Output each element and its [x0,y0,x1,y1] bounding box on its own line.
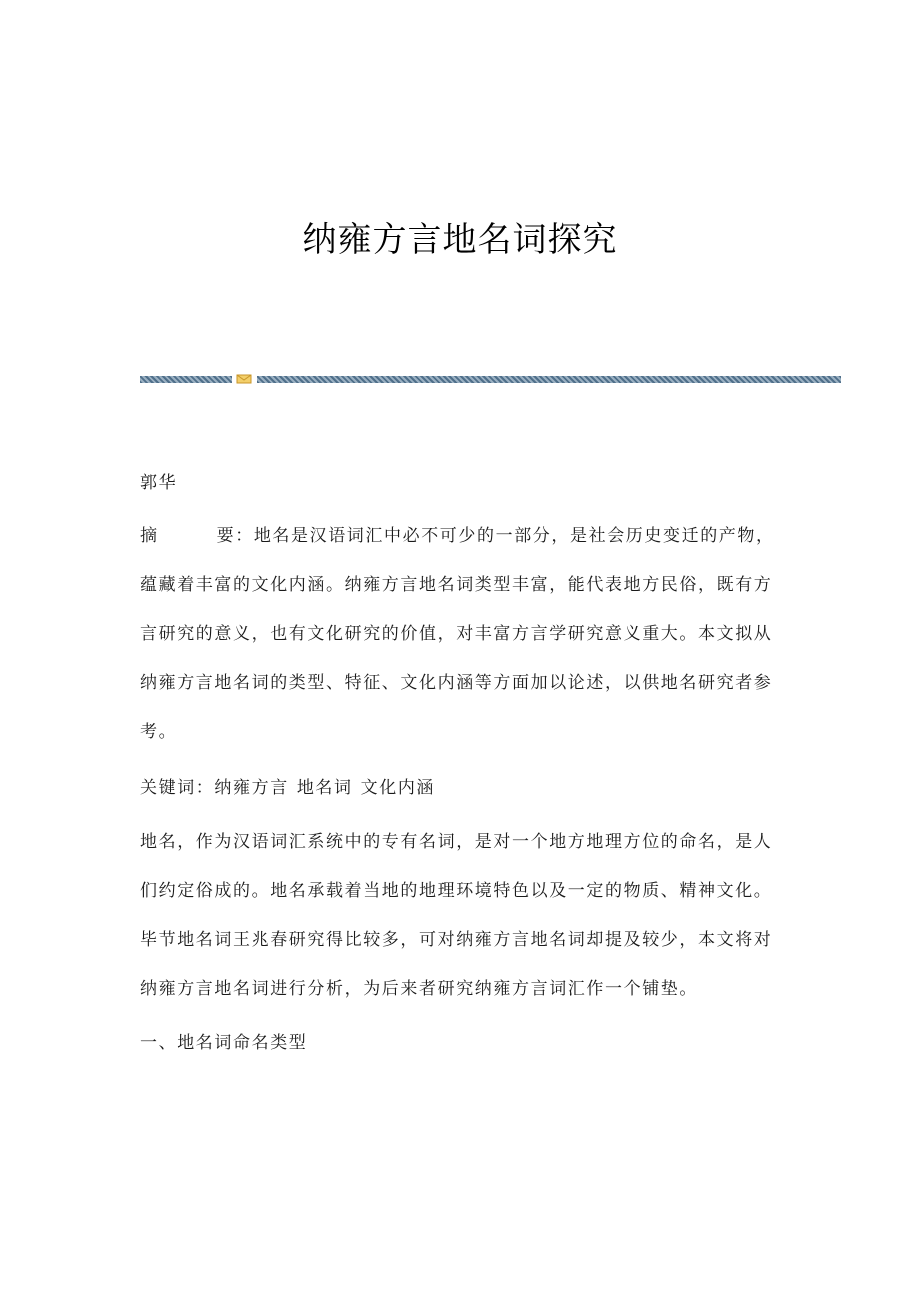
keyword-item: 地名词 [296,778,353,798]
page-title: 纳雍方言地名词探究 [302,220,618,260]
section-heading: 一、地名词命名类型 [140,1033,308,1053]
keyword-item: 纳雍方言 [214,778,289,798]
abstract-label-left: 摘 [140,526,159,546]
intro-paragraph: 地名，作为汉语词汇系统中的专有名词，是对一个地方地理方位的命名，是人们约定俗成的。地名承载着当地的地理环境特色以及一定的物质、精神文化。毕节地名词王兆春研究得比较多，可对纳雍方言地名词却提及较少，本文将对纳雍方言地名词进行分析，为后来者研究纳雍方言词汇作一个铺垫。 [140,832,773,999]
abstract-paragraph [140,512,780,757]
author-name: 郭华 [140,473,178,493]
envelope-ornament-icon [236,374,252,384]
abstract-text: 地名是汉语词汇中必不可少的一部分，是社会历史变迁的产物，蕴藏着丰富的文化内涵。纳雍方言地名词类型丰富，能代表地方民俗，既有方言研究的意义，也有文化研究的价值，对丰富方言学研究意义重大。本文拟从纳雍方言地名词的类型、特征、文化内涵等方面加以论述，以供地名研究者参考。 [140,526,775,742]
abstract-label-right: 要： [216,526,254,546]
title-divider [140,374,841,384]
divider-bar-left [140,376,232,383]
keywords-label: 关键词： [140,778,215,798]
divider-bar-right [257,376,841,383]
keywords-line [140,763,780,813]
keyword-item: 文化内涵 [360,778,436,798]
